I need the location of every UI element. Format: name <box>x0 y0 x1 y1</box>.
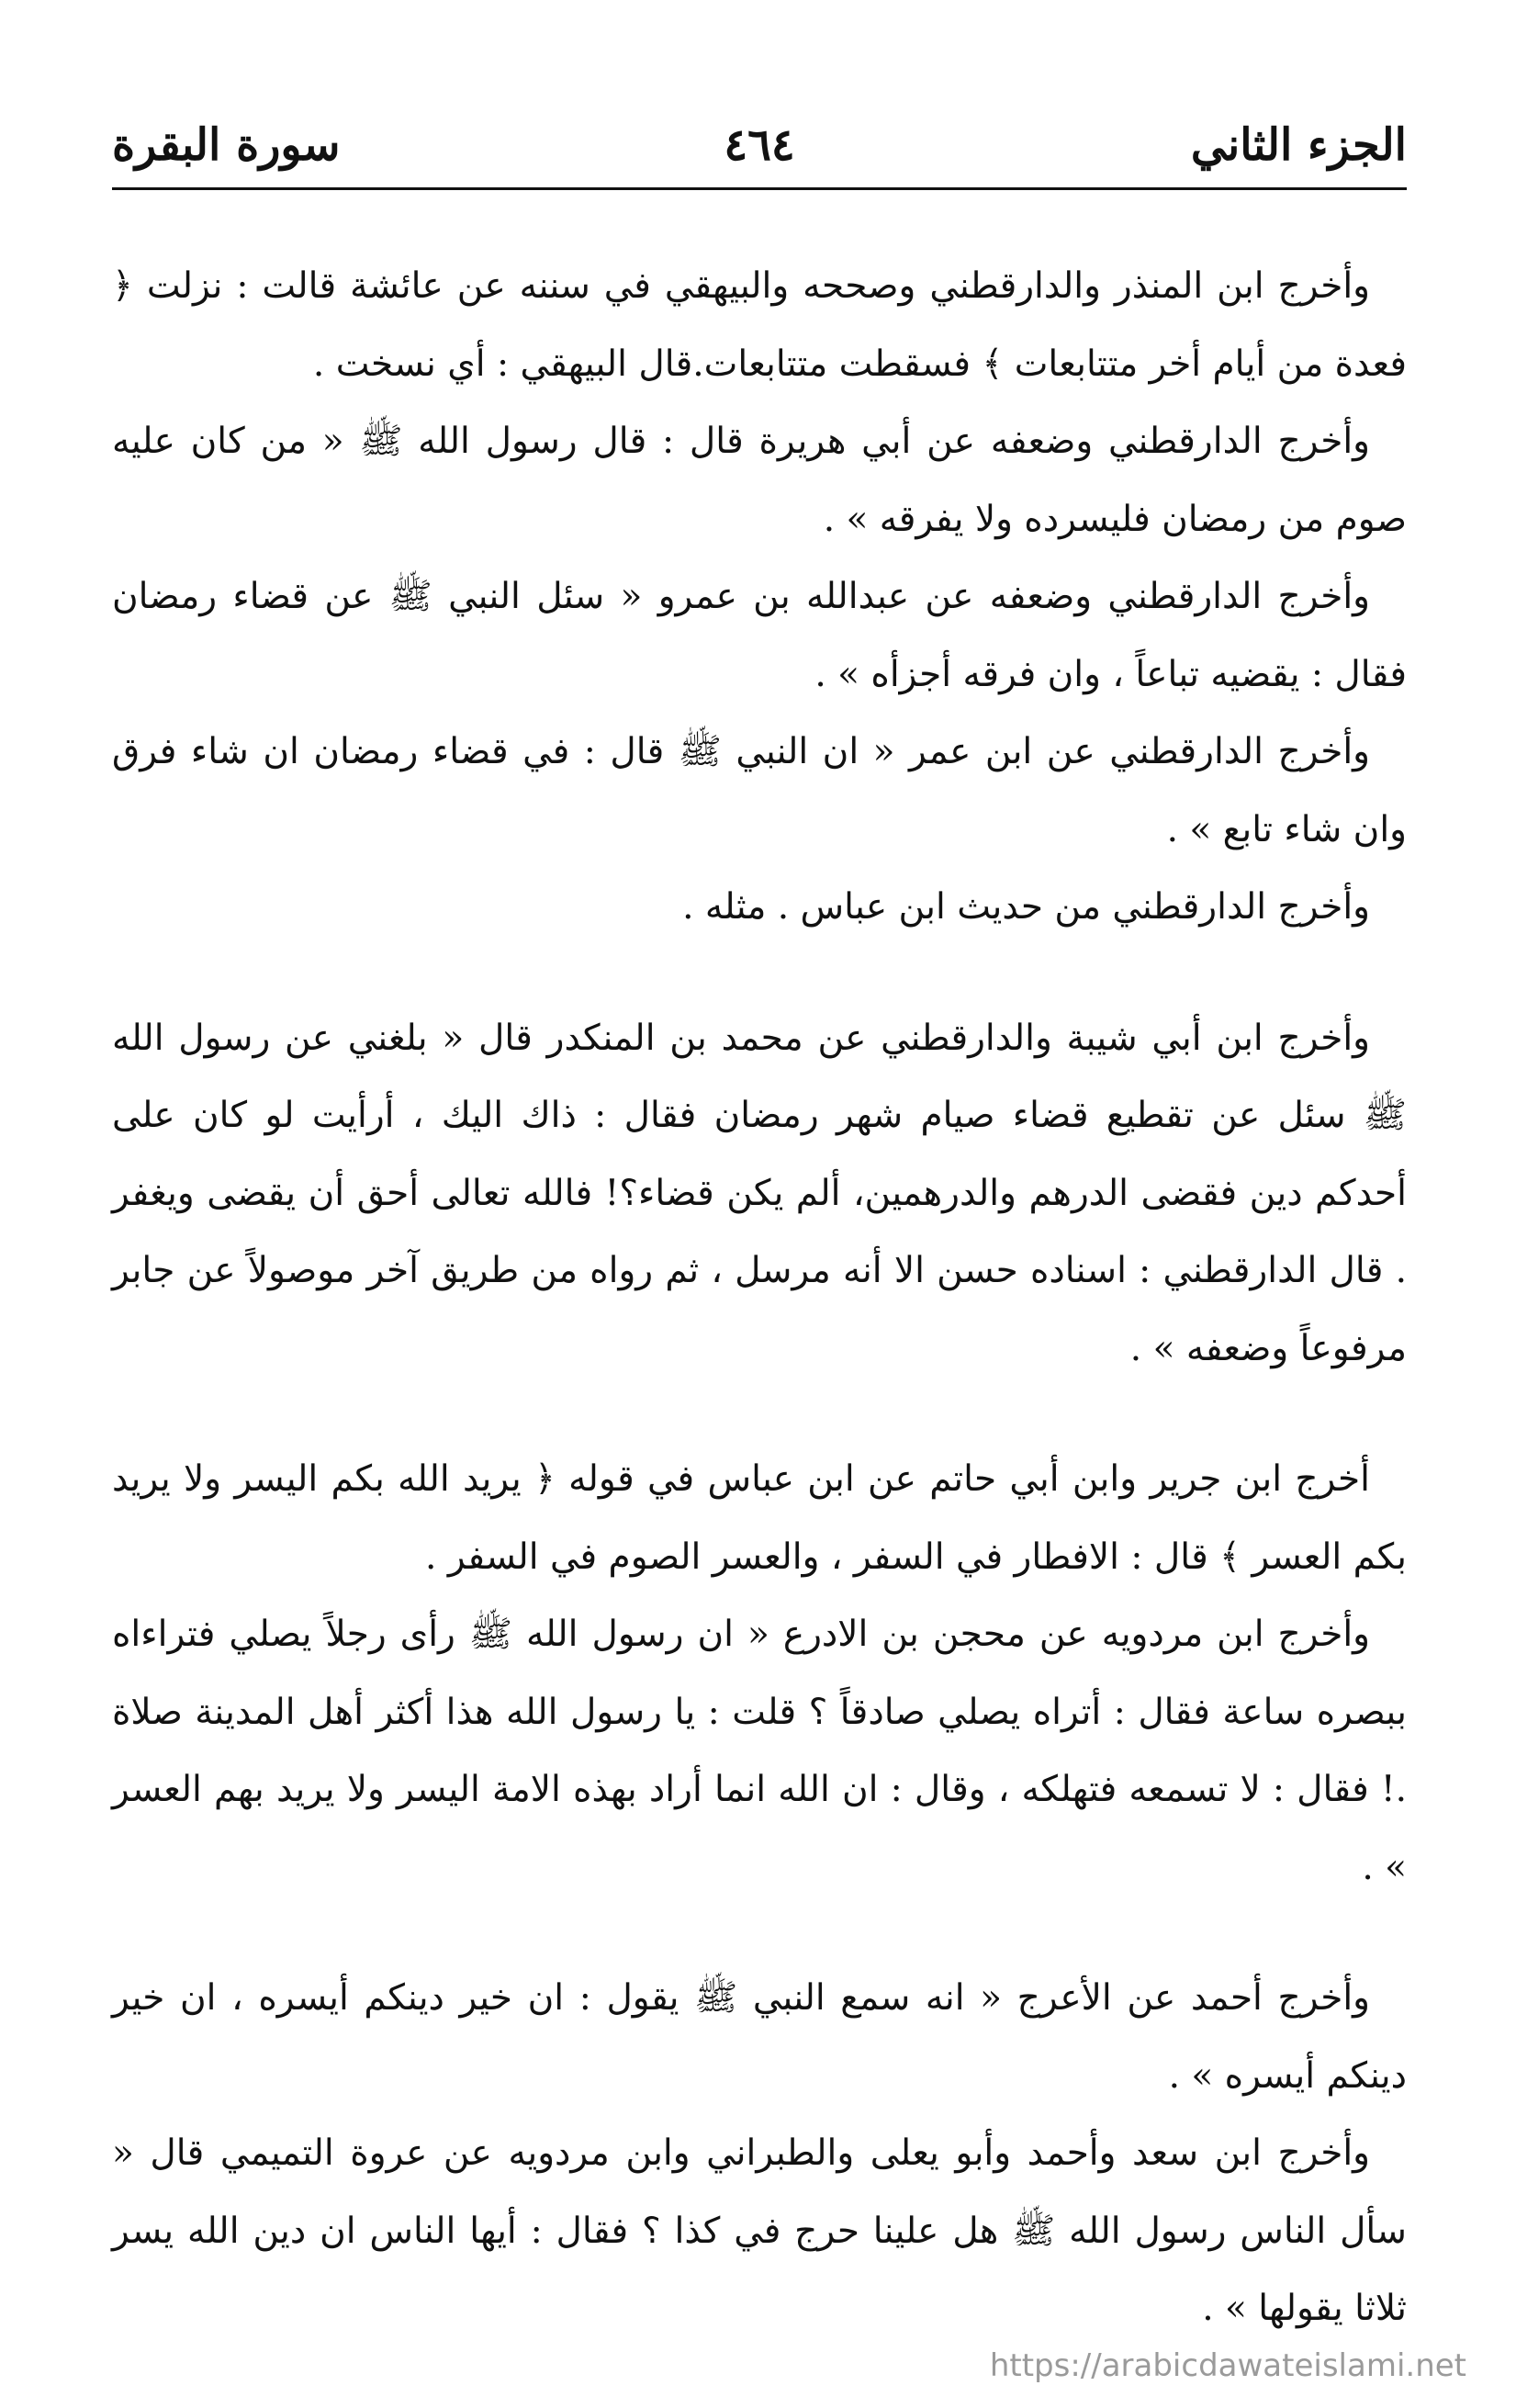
paragraph: وأخرج ابن مردويه عن محجن بن الادرع « ان رسول الله ﷺ رأى رجلاً يصلي فتراءاه ببصره ساعة فقال : أتراه يصلي صادقاً ؟ قلت : يا رسول الله هذا أكثر أهل المدينة صلاة .! فقال : لا تسمعه فتهلكه ، وقال : ان الله انما أراد بهذه الامة اليسر ولا يريد بهم العسر » . <box>112 1614 1407 1888</box>
paragraph: وأخرج الدارقطني عن ابن عمر « ان النبي ﷺ قال : في قضاء رمضان ان شاء فرق وان شاء تابع » . <box>112 731 1407 850</box>
paragraph: وأخرج الدارقطني وضعفه عن عبدالله بن عمرو « سئل النبي ﷺ عن قضاء رمضان فقال : يقضيه تباعاً ، وان فرقه أجزأه » . <box>112 576 1407 695</box>
page-header <box>112 108 1407 182</box>
paragraph: وأخرج الدارقطني من حديث ابن عباس . مثله . <box>682 886 1370 928</box>
paragraph: أخرج ابن جرير وابن أبي حاتم عن ابن عباس في قوله ﴿ يريد الله بكم اليسر ولا يريد بكم العسر ﴾ قال : الافطار في السفر ، والعسر الصوم في السفر . <box>112 1458 1407 1578</box>
paragraph: وأخرج الدارقطني وضعفه عن أبي هريرة قال : قال رسول الله ﷺ « من كان عليه صوم من رمضان فليسرده ولا يفرقه » . <box>112 421 1407 540</box>
paragraph: وأخرج أحمد عن الأعرج « انه سمع النبي ﷺ يقول : ان خير دينكم أيسره ، ان خير دينكم أيسره » . <box>112 1977 1407 2097</box>
surah-title: سورة البقرة <box>112 119 341 171</box>
part-title: الجزء الثاني <box>1190 119 1407 171</box>
paragraph: وأخرج ابن سعد وأحمد وأبو يعلى والطبراني وابن مردويه عن عروة التميمي قال « سأل الناس رسول الله ﷺ هل علينا حرج في كذا ؟ فقال : أيها الناس ان دين الله يسر ثلاثا يقولها » . <box>112 2132 1407 2329</box>
header-rule <box>112 187 1407 190</box>
paragraph: وأخرج ابن المنذر والدارقطني وصححه والبيهقي في سننه عن عائشة قالت : نزلت ﴿ فعدة من أيام أخر متتابعات ﴾ فسقطت متتابعات.قال البيهقي : أي نسخت . <box>112 265 1407 385</box>
section-gap <box>112 1907 1407 1960</box>
paragraph: وأخرج ابن أبي شيبة والدارقطني عن محمد بن المنكدر قال « بلغني عن رسول الله ﷺ سئل عن تقطيع قضاء صيام شهر رمضان فقال : ذاك اليك ، أرأيت لو كان على أحدكم دين فقضى الدرهم والدرهمين، ألم يكن قضاء؟! فالله تعالى أحق أن يقضى ويغفر . قال الدارقطني : اسناده حسن الا أنه مرسل ، ثم رواه من طريق آخر موصولاً عن جابر مرفوعاً وضعفه » . <box>112 1017 1407 1369</box>
watermark-url: https://arabicdawateislami.net <box>989 2347 1466 2384</box>
section-gap <box>112 947 1407 1000</box>
page-body <box>112 248 1407 2348</box>
section-gap <box>112 1388 1407 1441</box>
page-number: ٤٦٤ <box>724 119 795 171</box>
